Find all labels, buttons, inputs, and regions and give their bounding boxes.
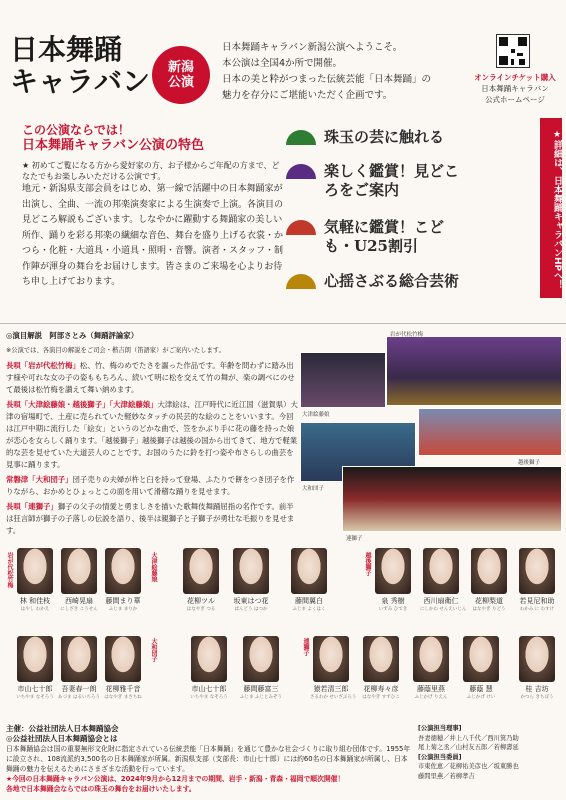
fan-icon	[286, 164, 316, 182]
fan-icon	[286, 220, 316, 238]
photo-echigo	[418, 408, 562, 456]
performer-card: 市山七十郎 いちやま なそろう	[188, 636, 230, 700]
portrait	[105, 636, 141, 682]
portrait	[17, 548, 53, 594]
performer-card: 藤間翼白 ふじま よくはく	[288, 548, 330, 612]
portrait	[61, 548, 97, 594]
performer-card: 藤蔭 慧 ふじかげ けい	[460, 636, 502, 700]
portrait	[243, 636, 279, 682]
photo-renjishi	[342, 466, 562, 532]
features-section	[0, 120, 282, 320]
performer-card: 花柳ツル はなやぎ つる	[180, 548, 222, 612]
portrait	[291, 548, 327, 594]
photo-otsue	[300, 352, 386, 408]
portrait	[233, 548, 269, 594]
performer-card: 藤間藤富三 ふじま ふじとみぞう	[240, 636, 282, 700]
portrait	[61, 636, 97, 682]
portrait	[105, 548, 141, 594]
highlight-item: 気軽に鑑賞！こども・U25割引	[286, 218, 464, 256]
intro-text: 日本舞踊キャラバン新潟公演へようこそ。 本公演は全国4か所で開催。 日本の美と粋がつまった伝統芸能「日本舞踊」の 魅力を存分にご堪能いただく企画です。	[222, 42, 432, 101]
features-body: 地元・新潟県支部会員をはじめ、第一線で活躍中の日本舞踊家が出演し、全曲、一流の邦楽演奏家による生演奏で上演。各演目の見どころ解説もございます。しなやかに躍動する舞踊家の美しい所作、踊りを彩る邦楽の繊細な音色、舞台を盛り上げる衣裳・かつら・化粧・大道具・小道具・照明・音響。演者・スタッフ・制作陣が渾身の舞台をお届けします。皆さまのご来場を心よりお待ち申し上げております。	[22, 184, 284, 287]
portrait	[183, 548, 219, 594]
features-note: ★ 初めてご覧になる方から愛好家の方、お子様からご年配の方まで、どなたでもお楽しみいただける公演です。	[22, 161, 280, 181]
portrait	[363, 636, 399, 682]
group-label: 大和団子	[150, 638, 157, 662]
main-title: 日本舞踊 キャラバン	[10, 33, 151, 98]
group-label: 岩が代松竹梅	[6, 552, 13, 588]
performer-card: 市山七十郎 いちやま なそろう	[14, 636, 56, 700]
fan-icon	[286, 274, 316, 292]
highlight-item: 心揺さぶる総合芸術	[286, 272, 459, 292]
staff-info: [公演担当理事] 吾妻徳穂／井上八千代／西川箕乃助 尾上菊之丞／山村友五郎／若柳壽延 [公演担当委員] 市東佐恵／花柳祐美彦也／坂東勝也 藤間里燕／若柳孝吉	[418, 725, 519, 780]
footer	[0, 722, 566, 800]
performer-card: 藤蔭里燕 ふじかげ りえん	[410, 636, 452, 700]
highlight-item: 珠玉の芸に触れる	[286, 128, 444, 148]
photo-iwagayo	[386, 336, 562, 406]
performer-card: 猿若清三郎 さるわか せいざぶろう	[310, 636, 352, 700]
qr-code-icon[interactable]	[496, 34, 530, 68]
group-label: 越後獅子	[364, 552, 371, 576]
performer-card: 西崎晃扇 にしざき こうせん	[58, 548, 100, 612]
portrait	[519, 548, 555, 594]
portrait	[463, 636, 499, 682]
performer-card: 泉 秀樹 いずみ ひでき	[372, 548, 414, 612]
portrait	[375, 548, 411, 594]
group-label: 大津絵藤娘	[150, 552, 157, 582]
feature-highlights	[286, 120, 536, 320]
performer-card: 桂 吉坊 かつら きちぼう	[516, 636, 558, 700]
features-heading: この公演ならでは！ 日本舞踊キャラバン公演の特色	[22, 123, 205, 153]
group-label: 連獅子	[302, 638, 309, 656]
performers-section	[0, 546, 566, 720]
performer-card: 林 和佳枝 はやし わかえ	[14, 548, 56, 612]
header	[0, 0, 566, 120]
section-divider	[0, 323, 566, 324]
performer-card: 花柳寿々彦 はなやぎ すずひこ	[360, 636, 402, 700]
portrait	[413, 636, 449, 682]
performer-card: 坂東はつ花 ばんどう はつか	[230, 548, 272, 612]
photo-collage: 岩が代松竹梅 大津絵藤娘 越後獅子 大和団子 連獅子	[300, 330, 562, 542]
niigata-badge: 新潟 公演	[152, 46, 210, 104]
online-ticket-link[interactable]: オンラインチケット購入 日本舞踊キャラバン 公式ホームページ	[474, 73, 556, 104]
performer-card: 若見尼和助 わかみ に わすけ	[516, 548, 558, 612]
portrait	[17, 636, 53, 682]
portrait	[423, 548, 459, 594]
details-banner[interactable]: ★詳細は、日本舞踊キャラバンHPへ！	[540, 118, 562, 298]
portrait	[191, 636, 227, 682]
performer-card: 吾妻春一朗 あづま はるいちろう	[58, 636, 100, 700]
highlight-item: 楽しく鑑賞！見どころをご案内	[286, 162, 464, 200]
program-description: ◎演目解説 阿部さとみ（舞踊評論家） ※公演では、各演目の解説をご司会・楷吉朗（笛語家）がご案内いたします。 長唄「岩が代松竹梅」松、竹、梅のめでたさを謳った作品です。年齢を問わずに踏み出す様や可れな女の子の姿ももちろん、続いて明に松を交えて竹の舞が、楽の調べにのせて最後は松竹梅を讃えて舞い納めます。 長唄「大津絵藤娘・越後獅子」「大津絵藤娘」大津絵は、江戸時代に近江国（滋賀県）大津の宿場町で、土産に売られていた軽妙なタッチの民芸的な絵のことをいいます。今回は江戸中期に流行した「絵女」というのどかな曲で、笠をかぶり手に花の藤を持った娘が恋心を女らしく踊ります。「越後獅子」越後獅子は越後の国から出てきて、地方で軽業的な芸を見せていた大道芸人のことです。お国のうたに鈴を打つ姿や布さらしの曲芸を見事に踊ります。 常磐津「大和団子」団子売りの夫婦が杵と臼を持って登場、ふたりで餅をつき団子を作りながら、おかめとひょっとこの面を用いて滑稽な踊りを見せます。 長唄「連獅子」獅子の父子の情愛と勇ましさを描いた歌舞伎舞踊屈指の名作です。前半は狂言師が獅子の子落しの伝説を語り、後半は親獅子と子獅子が勇壮な毛振りを見せます。	[6, 331, 298, 535]
portrait	[313, 636, 349, 682]
organizer-info: 主催：公益社団法人日本舞踊協会 ◎公益社団法人日本舞踊協会とは 日本舞踊協会は国の重要無形文化財に指定されている伝統芸能「日本舞踊」を通じて豊かな社会づくりに取り組む団体です。1955年に設立され、108流派約3,500名の日本舞踊家が所属。新潟県支部（支部長：市山七十郎）には約60名の日本舞踊家が所属し、日本舞踊の魅力を伝えるためにさまざまな活動を行っています。 ★今回の日本舞踊キャラバン公演は、2024年9月から12月までの期間、岩手・新潟・青森・福岡で順次開催！ 各地で日本舞踊会ならではの珠玉の舞台をお届けいたします。	[6, 724, 411, 793]
performer-card: 藤間まり華 ふじま まりか	[102, 548, 144, 612]
fan-icon	[286, 130, 316, 148]
performer-card: 西川扇衛仁 にしかわ せんえいじん	[420, 548, 462, 612]
performer-card: 花柳梨道 はなやぎ りどう	[468, 548, 510, 612]
portrait	[519, 636, 555, 682]
portrait	[471, 548, 507, 594]
performer-card: 花柳雅千音 はなやぎ まさちね	[102, 636, 144, 700]
